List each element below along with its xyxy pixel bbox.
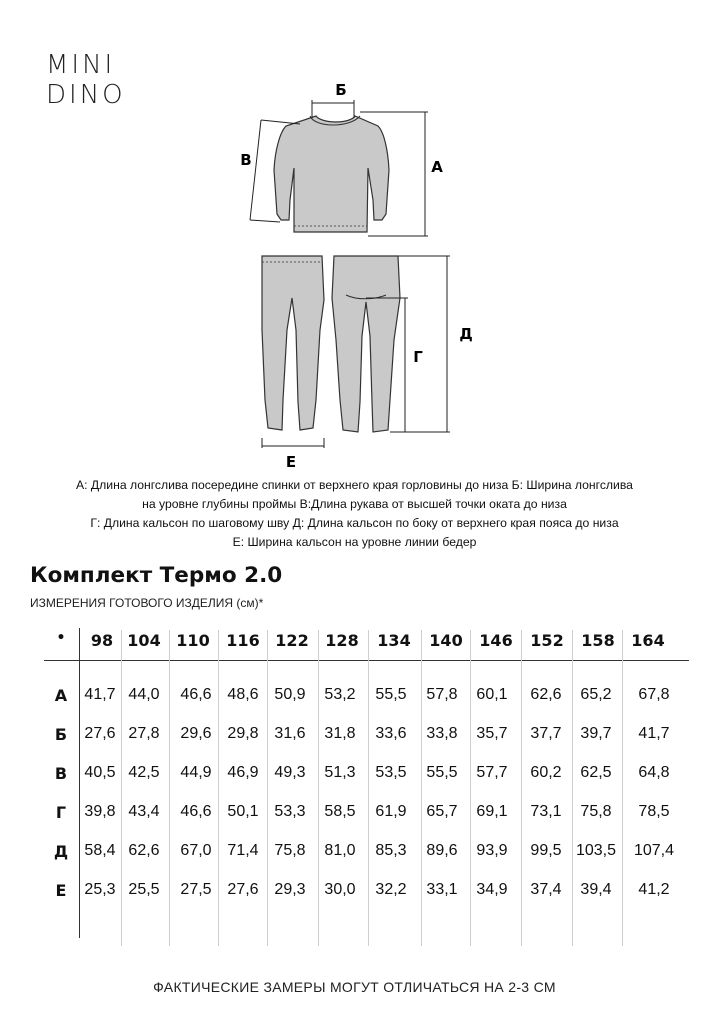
table-cell: 44,0 (128, 686, 160, 703)
table-cell: 39,4 (580, 881, 612, 898)
table-cell: 60,2 (530, 764, 562, 781)
table-cell: 41,7 (84, 686, 116, 703)
table-cell: 53,2 (324, 686, 356, 703)
table-cell: 85,3 (375, 842, 407, 859)
table-cell: 29,6 (180, 725, 212, 742)
table-row-label: Г (55, 803, 67, 822)
table-cell: 25,3 (84, 881, 116, 898)
table-header-size: 110 (176, 631, 210, 650)
table-cell: 53,5 (375, 764, 407, 781)
legend-line: на уровне глубины проймы В:Длина рукава от высшей точки оката до низа (142, 497, 567, 511)
table-cell: 64,8 (638, 764, 670, 781)
table-cell: 57,7 (476, 764, 508, 781)
table-cell: 67,0 (180, 842, 212, 859)
table-cell: 55,5 (375, 686, 407, 703)
table-cell: 65,7 (426, 803, 458, 820)
table-row-label: Б (54, 725, 68, 744)
legend-line: Е: Ширина кальсон на уровне линии бедер (232, 535, 477, 549)
table-header-size: 164 (631, 631, 665, 650)
table-cell: 61,9 (375, 803, 407, 820)
table-header-divider (44, 660, 689, 661)
table-row-label: А (54, 686, 68, 705)
table-corner-bullet: • (56, 630, 66, 646)
table-cell: 27,6 (84, 725, 116, 742)
table-cell: 46,6 (180, 803, 212, 820)
table-cell: 37,4 (530, 881, 562, 898)
label-a: А (431, 158, 443, 176)
table-cell: 75,8 (580, 803, 612, 820)
page-title: Комплект Термо 2.0 (30, 563, 283, 588)
table-header-size: 104 (127, 631, 161, 650)
table-cell: 89,6 (426, 842, 458, 859)
table-cell: 58,4 (84, 842, 116, 859)
table-cell: 48,6 (227, 686, 259, 703)
table-cell: 46,9 (227, 764, 259, 781)
table-cell: 39,7 (580, 725, 612, 742)
table-cell: 33,8 (426, 725, 458, 742)
table-cell: 34,9 (476, 881, 508, 898)
table-cell: 49,3 (274, 764, 306, 781)
table-cell: 41,7 (638, 725, 670, 742)
table-cell: 73,1 (530, 803, 562, 820)
table-cell: 93,9 (476, 842, 508, 859)
table-cell: 31,6 (274, 725, 306, 742)
table-cell: 99,5 (530, 842, 562, 859)
table-cell: 44,9 (180, 764, 212, 781)
table-row-label: Д (53, 842, 69, 861)
label-e: Е (285, 453, 297, 470)
table-header-size: 134 (377, 631, 411, 650)
label-d: Д (459, 325, 473, 343)
table-cell: 51,3 (324, 764, 356, 781)
table-cell: 67,8 (638, 686, 670, 703)
table-cell: 27,5 (180, 881, 212, 898)
legend-line: А: Длина лонгслива посередине спинки от верхнего края горловины до низа Б: Ширина лонгслива (76, 478, 633, 492)
table-row-label: В (54, 764, 68, 783)
table-cell: 62,6 (530, 686, 562, 703)
label-b: Б (335, 81, 347, 99)
table-header-size: 122 (275, 631, 309, 650)
table-cell: 107,4 (633, 842, 675, 859)
table-cell: 103,5 (575, 842, 617, 859)
label-v: В (240, 151, 252, 169)
table-cell: 39,8 (84, 803, 116, 820)
table-cell: 27,6 (227, 881, 259, 898)
table-cell: 42,5 (128, 764, 160, 781)
table-cell: 53,3 (274, 803, 306, 820)
footer-note: ФАКТИЧЕСКИЕ ЗАМЕРЫ МОГУТ ОТЛИЧАТЬСЯ НА 2-3 СМ (153, 979, 556, 995)
legend-line: Г: Длина кальсон по шаговому шву Д: Длина кальсон по боку от верхнего края пояса до низа (90, 516, 619, 530)
table-cell: 71,4 (227, 842, 259, 859)
table-header-size: 158 (581, 631, 615, 650)
table-header-size: 128 (325, 631, 359, 650)
table-cell: 27,8 (128, 725, 160, 742)
table-cell: 30,0 (324, 881, 356, 898)
table-cell: 29,3 (274, 881, 306, 898)
table-cell: 32,2 (375, 881, 407, 898)
table-cell: 78,5 (638, 803, 670, 820)
table-cell: 50,9 (274, 686, 306, 703)
table-header-size: 152 (530, 631, 564, 650)
table-cell: 57,8 (426, 686, 458, 703)
table-cell: 29,8 (227, 725, 259, 742)
table-cell: 37,7 (530, 725, 562, 742)
table-cell: 43,4 (128, 803, 160, 820)
table-cell: 41,2 (638, 881, 670, 898)
brand-logo-line1: MINI (46, 50, 116, 80)
page-subtitle: ИЗМЕРЕНИЯ ГОТОВОГО ИЗДЕЛИЯ (см)* (30, 596, 264, 610)
table-header-size: 146 (479, 631, 513, 650)
table-cell: 69,1 (476, 803, 508, 820)
table-cell: 33,6 (375, 725, 407, 742)
table-cell: 46,6 (180, 686, 212, 703)
table-cell: 62,6 (128, 842, 160, 859)
table-cell: 58,5 (324, 803, 356, 820)
table-cell: 55,5 (426, 764, 458, 781)
table-cell: 62,5 (580, 764, 612, 781)
table-header-size: 116 (226, 631, 260, 650)
table-cell: 75,8 (274, 842, 306, 859)
table-cell: 40,5 (84, 764, 116, 781)
brand-logo-line2: DINO (46, 80, 126, 110)
table-cell: 65,2 (580, 686, 612, 703)
table-row-label: Е (55, 881, 67, 900)
table-cell: 35,7 (476, 725, 508, 742)
table-cell: 33,1 (426, 881, 458, 898)
table-header-size: 98 (90, 631, 114, 650)
table-cell: 81,0 (324, 842, 356, 859)
table-cell: 60,1 (476, 686, 508, 703)
label-g: Г (413, 348, 423, 366)
table-cell: 25,5 (128, 881, 160, 898)
table-cell: 31,8 (324, 725, 356, 742)
table-cell: 50,1 (227, 803, 259, 820)
table-header-size: 140 (429, 631, 463, 650)
